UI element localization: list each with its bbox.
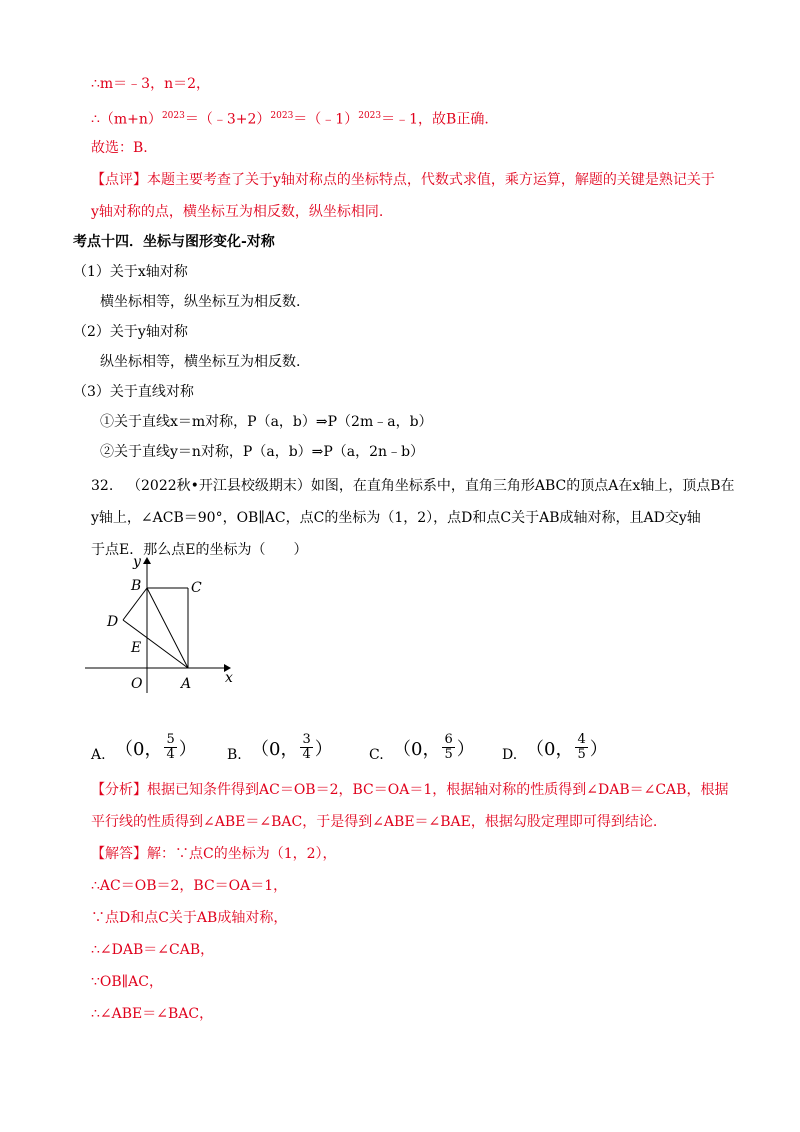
exponent-3: 2023 — [358, 111, 382, 121]
item-1-body: 横坐标相等，纵坐标互为相反数. — [100, 294, 301, 310]
option-a-value — [115, 733, 197, 762]
prev-solution-line-2 — [91, 106, 489, 130]
option-b-fraction — [300, 733, 312, 762]
exponent-1: 2023 — [161, 111, 185, 121]
geometry-figure — [85, 548, 245, 698]
item-2-heading: （2）关于y轴对称 — [73, 324, 188, 340]
option-b-denominator: 4 — [302, 747, 311, 762]
solution-line-1: 【解答】解：∵点C的坐标为（1，2）， — [91, 846, 337, 862]
prev-solution-part-c: ＝（﹣1） — [293, 111, 359, 128]
solution-line-2: ∴AC＝OB＝2，BC＝OA＝1， — [91, 878, 288, 894]
label-x: x — [225, 670, 233, 686]
question-number: 32. — [91, 478, 114, 494]
option-b[interactable] — [227, 740, 242, 770]
option-c-numerator: 6 — [444, 732, 453, 747]
option-d-letter: D. — [502, 747, 518, 763]
label-c: C — [191, 580, 202, 596]
circled-number-1: ① — [100, 414, 114, 430]
question-line-2: y轴上，∠ACB＝90°，OB∥AC，点C的坐标为（1，2），点D和点C关于AB成轴对称，且AD交y轴 — [91, 510, 701, 526]
label-b: B — [131, 578, 142, 594]
prev-solution-part-a: ∴（m+n） — [91, 111, 162, 128]
option-a-numerator: 5 — [166, 732, 175, 747]
analysis-line-2: 平行线的性质得到∠ABE＝∠BAC，于是得到∠ABE＝∠BAE，根据勾股定理即可得到结论. — [91, 814, 658, 830]
option-d-close: ） — [589, 738, 608, 760]
item-3-rule-1 — [100, 412, 433, 432]
prev-solution-part-d: ＝﹣1，故B正确. — [381, 111, 489, 128]
option-a-open: （0， — [115, 738, 163, 760]
option-c-letter: C. — [369, 747, 384, 763]
rule-2-text: 关于直线y＝n对称，P（a，b）⇒P（a，2n﹣b） — [114, 444, 425, 460]
solution-line-4: ∴∠DAB＝∠CAB， — [91, 942, 215, 958]
solution-line-6: ∴∠ABE＝∠BAC， — [91, 1006, 214, 1022]
option-c-denominator: 5 — [444, 747, 453, 762]
option-c[interactable] — [369, 740, 384, 770]
option-b-letter: B. — [227, 747, 242, 763]
label-y: y — [133, 554, 141, 570]
analysis-line-1: 【分析】根据已知条件得到AC＝OB＝2，BC＝OA＝1，根据轴对称的性质得到∠DAB＝∠CAB，根据 — [91, 782, 729, 798]
question-line-3: 于点E．那么点E的坐标为（ ） — [91, 542, 308, 558]
option-b-open: （0， — [251, 738, 299, 760]
option-a[interactable] — [91, 740, 106, 770]
item-3-rule-2 — [100, 442, 424, 462]
label-e: E — [131, 640, 142, 656]
option-b-close: ） — [314, 738, 333, 760]
solution-line-3: ∵点D和点C关于AB成轴对称， — [91, 910, 288, 926]
prev-comment-line-2: y轴对称的点，横坐标互为相反数，纵坐标相同. — [91, 204, 384, 220]
option-c-close: ） — [456, 738, 475, 760]
prev-answer-choice: 故选：B. — [91, 140, 148, 156]
circled-number-2: ② — [100, 444, 114, 460]
option-c-value — [393, 733, 475, 762]
option-a-denominator: 4 — [166, 747, 175, 762]
option-a-fraction — [164, 733, 176, 762]
prev-solution-part-b: ＝（﹣3+2） — [184, 111, 271, 128]
solution-line-5: ∵OB∥AC， — [91, 974, 163, 990]
prev-solution-line-1: ∴m＝﹣3，n＝2， — [91, 76, 211, 92]
option-a-letter: A. — [91, 747, 106, 763]
option-d-fraction — [575, 733, 587, 762]
item-2-body: 纵坐标相等，横坐标互为相反数. — [100, 354, 301, 370]
section-title: 考点十四．坐标与图形变化-对称 — [73, 234, 275, 250]
option-d-value — [526, 733, 608, 762]
prev-comment-line-1: 【点评】本题主要考查了关于y轴对称点的坐标特点，代数式求值，乘方运算，解题的关键是熟记关于 — [91, 172, 715, 188]
option-b-value — [251, 733, 333, 762]
option-d-open: （0， — [526, 738, 574, 760]
option-d-denominator: 5 — [577, 747, 586, 762]
option-d[interactable] — [502, 740, 517, 770]
option-c-open: （0， — [393, 738, 441, 760]
label-d: D — [107, 614, 119, 630]
question-line-1: （2022秋•开江县校级期末）如图，在直角坐标系中，直角三角形ABC的顶点A在x轴上，顶点B在 — [127, 478, 735, 494]
option-d-numerator: 4 — [577, 732, 586, 747]
rule-1-text: 关于直线x＝m对称，P（a，b）⇒P（2m﹣a，b） — [114, 414, 433, 430]
exponent-2: 2023 — [270, 111, 294, 121]
option-c-fraction — [442, 733, 454, 762]
label-o: O — [131, 676, 143, 692]
item-1-heading: （1）关于x轴对称 — [73, 264, 188, 280]
item-3-heading: （3）关于直线对称 — [73, 384, 194, 400]
option-a-close: ） — [178, 738, 197, 760]
option-b-numerator: 3 — [302, 732, 311, 747]
label-a: A — [181, 676, 192, 692]
segment-ab — [147, 588, 188, 668]
